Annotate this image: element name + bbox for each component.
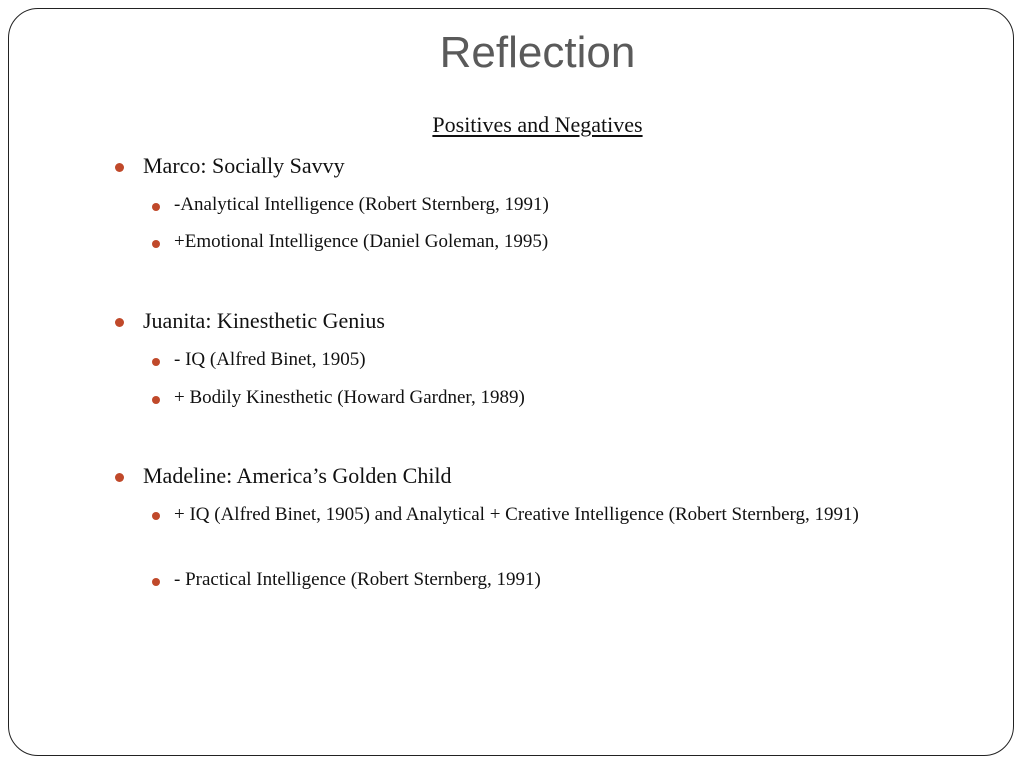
list-item: + Bodily Kinesthetic (Howard Gardner, 1989)	[174, 387, 525, 408]
section-heading-marco: Marco: Socially Savvy	[143, 153, 345, 178]
list-item: - IQ (Alfred Binet, 1905)	[174, 349, 366, 370]
section-heading-madeline: Madeline: America’s Golden Child	[143, 463, 452, 488]
list-item: -Analytical Intelligence (Robert Sternberg, 1991)	[174, 194, 549, 215]
bullet-dot-icon	[152, 203, 160, 211]
bullet-dot-icon	[152, 358, 160, 366]
bullet-dot-icon	[152, 578, 160, 586]
slide-subtitle: Positives and Negatives	[432, 112, 643, 137]
list-item: + IQ (Alfred Binet, 1905) and Analytical + Creative Intelligence (Robert Sternberg, 1991)	[174, 504, 859, 525]
bullet-dot-icon	[152, 396, 160, 404]
list-item: +Emotional Intelligence (Daniel Goleman, 1995)	[174, 231, 549, 252]
bullet-dot-icon	[152, 240, 160, 248]
bullet-dot-icon	[115, 473, 124, 482]
bullet-dot-icon	[115, 318, 124, 327]
section-heading-juanita: Juanita: Kinesthetic Genius	[143, 308, 385, 333]
bullet-dot-icon	[152, 512, 160, 520]
list-item: - Practical Intelligence (Robert Sternberg, 1991)	[174, 569, 541, 590]
slide-title: Reflection	[439, 28, 636, 77]
bullet-dot-icon	[115, 163, 124, 172]
